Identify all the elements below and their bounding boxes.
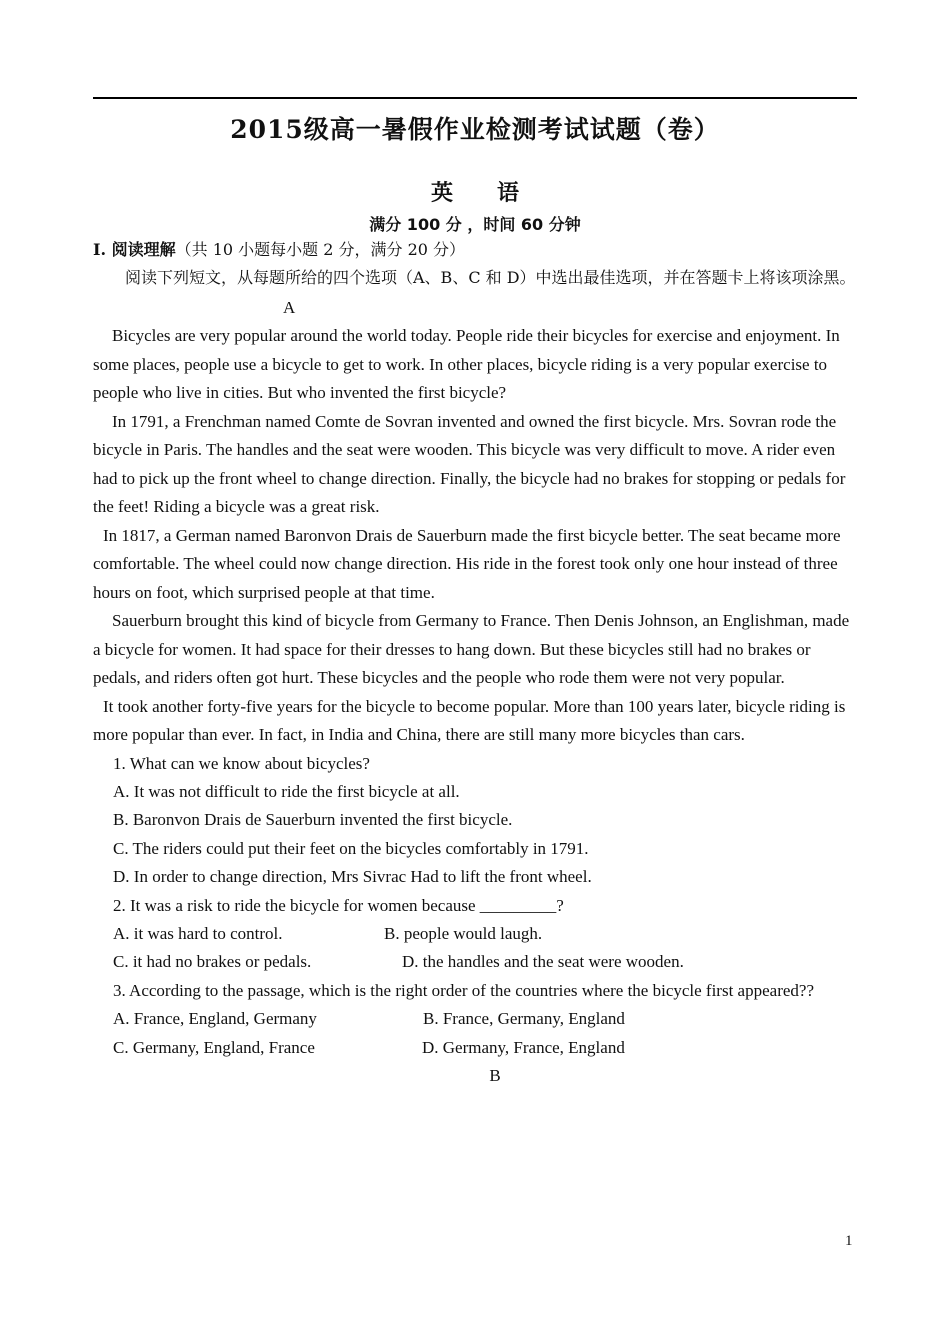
score-time-line: 满分 100 分 ，时间 60 分钟: [369, 215, 581, 234]
section-lead: I. 阅读理解: [93, 240, 176, 259]
answer-option: A. it was hard to control.: [113, 923, 283, 943]
passage-paragraph: Sauerburn brought this kind of bicycle from Germany to France. Then Denis Johnson, an Englishman, made a bicycle for women. It had space for their dresses to hang down. But these bicycles still had no brakes or pedals, and riders often got hurt. These bicycles and the people who rode them were not very popular.: [93, 611, 850, 687]
question-stem: 3. According to the passage, which is the right order of the countries where the bicycle first appeared??: [113, 980, 814, 1000]
question-stem: 1. What can we know about bicycles?: [113, 753, 370, 773]
passage-paragraph: It took another forty-five years for the bicycle to become popular. More than 100 years later, bicycle riding is more popular than ever. In fact, in India and China, there are still many more bicycles than cars.: [93, 696, 846, 744]
answer-option: C. Germany, England, France: [113, 1037, 315, 1057]
passage-a-label: A: [283, 298, 296, 317]
option-row: [93, 1005, 857, 1033]
page-number: 1: [845, 1233, 853, 1249]
answer-option: C. it had no brakes or pedals.: [113, 952, 312, 972]
section-note: （共 10 小题每小题 2 分，满分 20 分）: [175, 240, 466, 259]
exam-title: 2015级高一暑假作业检测考试试题（卷）: [230, 115, 720, 144]
passage-paragraph: In 1817, a German named Baronvon Drais de Sauerburn made the first bicycle better. The seat became more comfortable. The wheel could now change direction. His ride in the forest took only one hour instead of three hours on foot, which surprised people at that time.: [93, 525, 841, 602]
subject-heading: 英 语: [430, 181, 519, 206]
section-instructions: 阅读下列短文，从每题所给的四个选项（A、B、C 和 D）中选出最佳选项，并在答题卡上将该项涂黑。: [125, 268, 856, 287]
option-row: [93, 948, 857, 976]
answer-option: C. The riders could put their feet on the bicycles comfortably in 1791.: [113, 838, 589, 858]
answer-option: B. France, Germany, England: [423, 1009, 625, 1029]
exam-content: [93, 237, 857, 1090]
answer-option: D. Germany, France, England: [422, 1037, 625, 1057]
answer-option: B. Baronvon Drais de Sauerburn invented the first bicycle.: [113, 810, 513, 830]
top-rule: [93, 97, 857, 99]
answer-option: D. the handles and the seat were wooden.: [402, 952, 684, 972]
answer-option: A. It was not difficult to ride the first bicycle at all.: [113, 781, 460, 801]
option-row: [93, 920, 857, 948]
section-heading: [93, 237, 857, 263]
question-stem: 2. It was a risk to ride the bicycle for women because _________?: [113, 895, 564, 915]
option-row: [93, 1034, 857, 1062]
answer-option: A. France, England, Germany: [113, 1009, 317, 1029]
passage-b-label: B: [489, 1065, 501, 1085]
answer-option: B. people would laugh.: [384, 923, 543, 943]
answer-option: D. In order to change direction, Mrs Sivrac Had to lift the front wheel.: [113, 867, 592, 887]
passage-paragraph: In 1791, a Frenchman named Comte de Sovran invented and owned the first bicycle. Mrs. Sovran rode the bicycle in Paris. The handles and the seat were wooden. This bicycle was very difficult to move. A rider even had to pick up the front wheel to change direction. Finally, the bicycle had no brakes for stopping or pedals for the feet! Riding a bicycle was a great risk.: [93, 411, 846, 516]
passage-paragraph: Bicycles are very popular around the world today. People ride their bicycles for exercise and enjoyment. In some places, people use a bicycle to get to work. In other places, bicycle riding is a very popular exercise to people who live in cities. But who invented the first bicycle?: [93, 326, 840, 402]
